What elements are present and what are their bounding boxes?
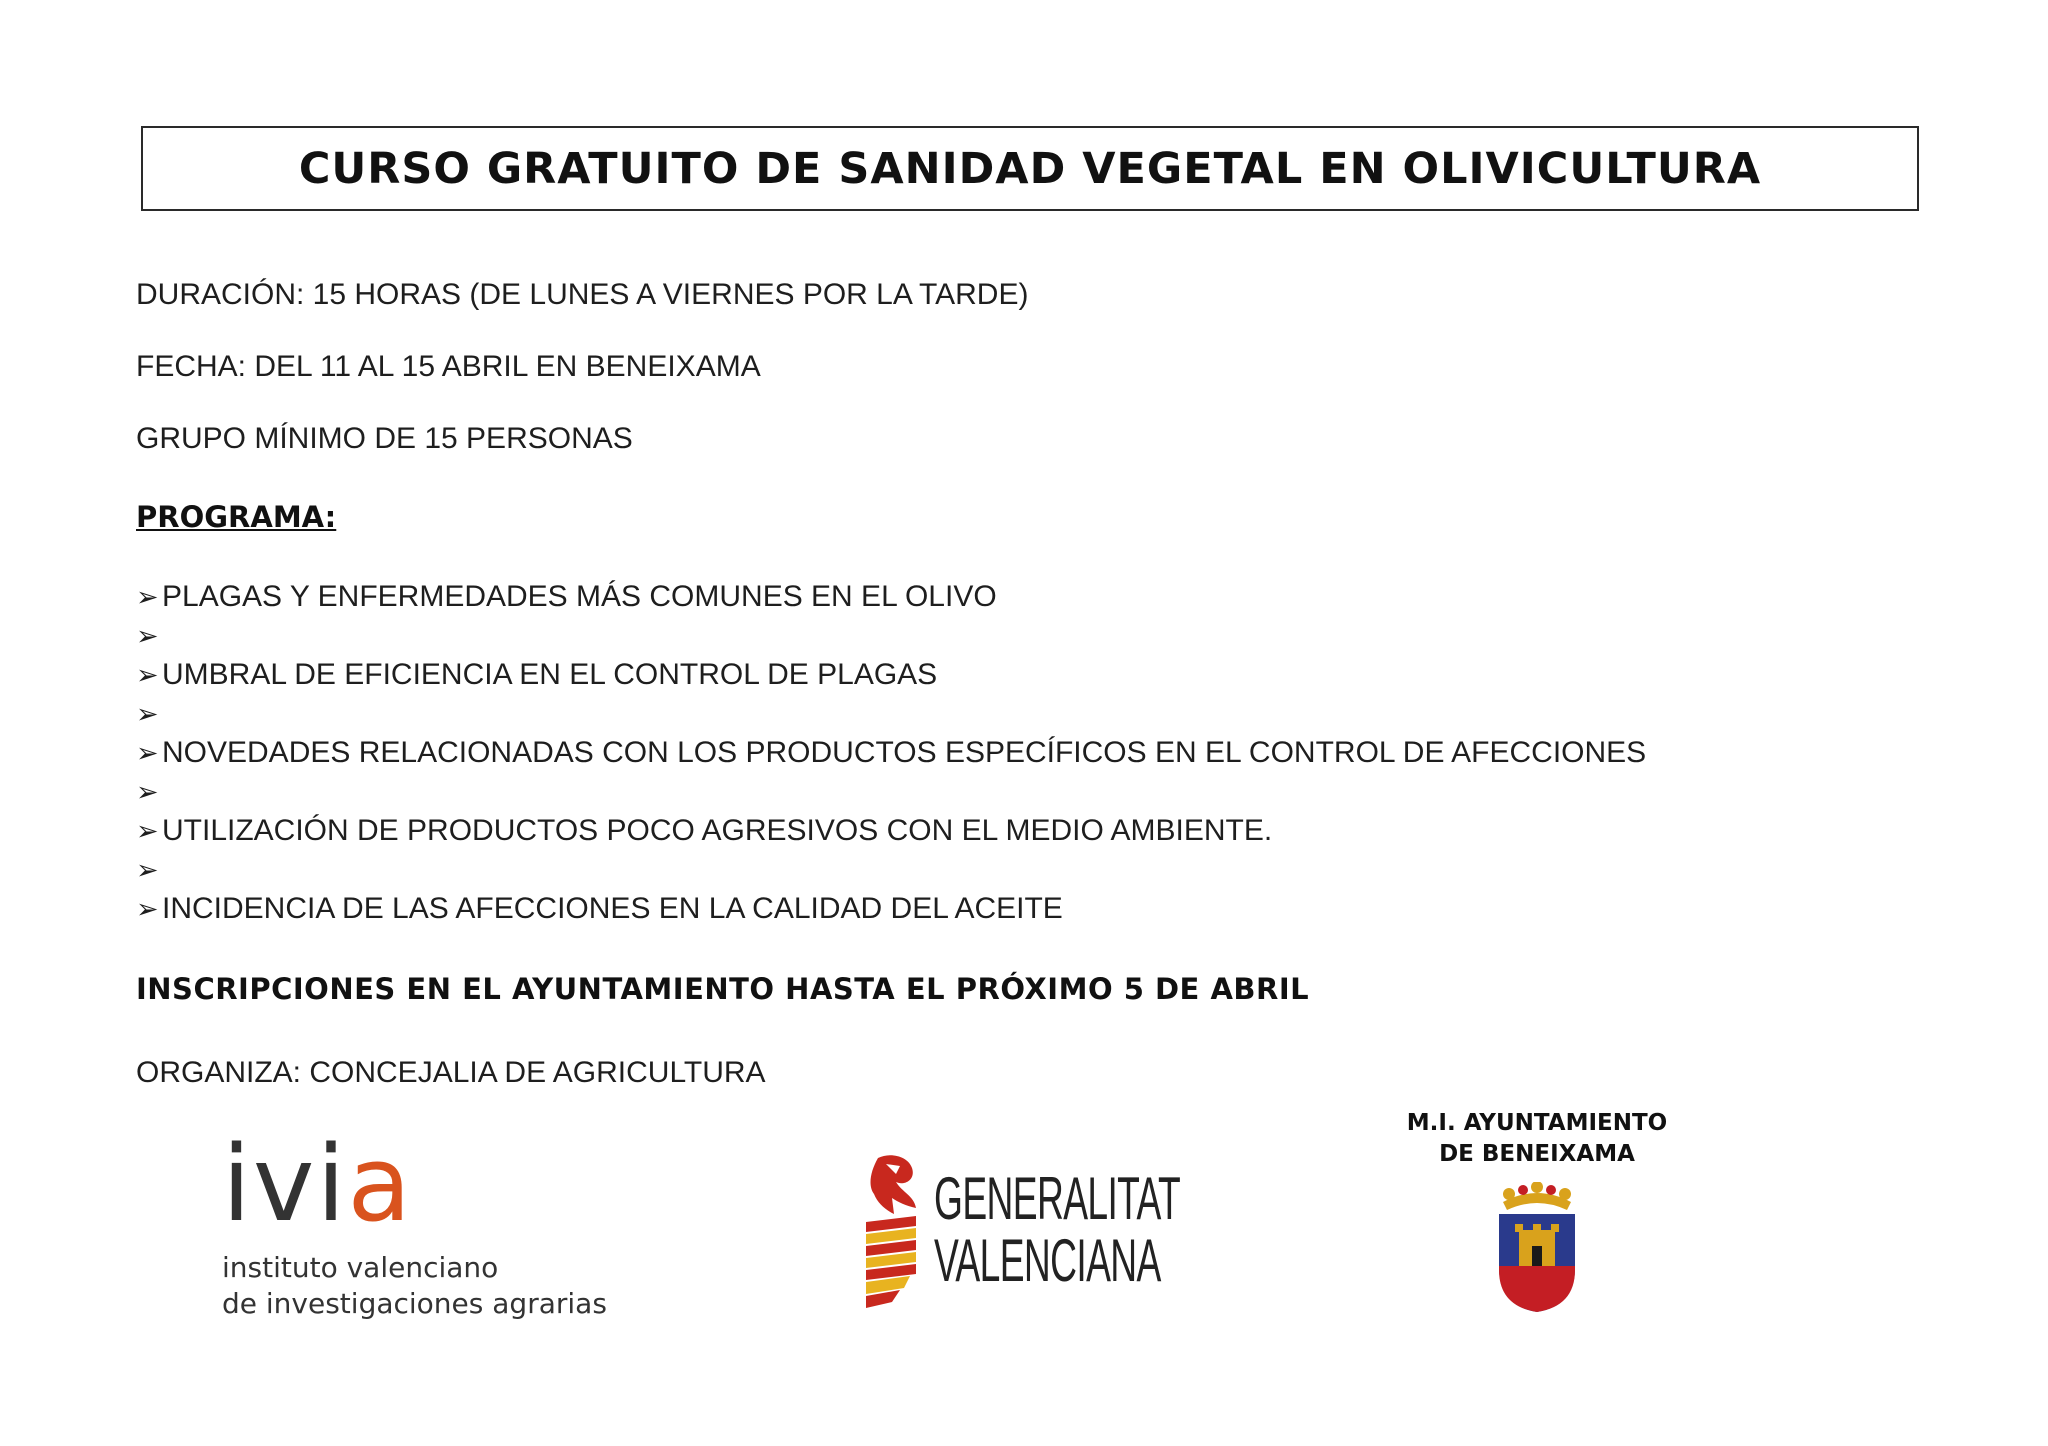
programa-item (136, 697, 162, 731)
arrow-bullet-icon: ➢ (136, 621, 159, 651)
fecha-line: FECHA: DEL 11 AL 15 ABRIL EN BENEIXAMA (136, 350, 761, 383)
generalitat-logo (856, 1152, 1331, 1308)
generalitat-wordmark: GENERALITAT VALENCIANA (934, 1165, 1181, 1294)
programa-item (136, 775, 162, 809)
programa-item (136, 853, 162, 887)
page-title: CURSO GRATUITO DE SANIDAD VEGETAL EN OLIVICULTURA (298, 143, 1762, 194)
arrow-bullet-icon: ➢ (136, 738, 159, 768)
castle-crest-icon (1489, 1182, 1585, 1314)
programa-item-text: NOVEDADES RELACIONADAS CON LOS PRODUCTOS ESPECÍFICOS EN EL CONTROL DE AFECCIONES (162, 736, 1647, 769)
inscripciones-line: INSCRIPCIONES EN EL AYUNTAMIENTO HASTA EL PRÓXIMO 5 DE ABRIL (136, 972, 1310, 1006)
arrow-bullet-icon: ➢ (136, 699, 159, 729)
ivia-subtitle-line-2: de investigaciones agrarias (222, 1287, 607, 1320)
arrow-bullet-icon: ➢ (136, 582, 159, 612)
title-box (141, 126, 1919, 211)
ayuntamiento-line-2: DE BENEIXAMA (1439, 1141, 1635, 1167)
arrow-bullet-icon: ➢ (136, 855, 159, 885)
arrow-bullet-icon: ➢ (136, 894, 159, 924)
programa-item-text: UMBRAL DE EFICIENCIA EN EL CONTROL DE PLAGAS (162, 658, 938, 691)
programa-item (136, 658, 937, 692)
arrow-bullet-icon: ➢ (136, 777, 159, 807)
programa-item-text: UTILIZACIÓN DE PRODUCTOS POCO AGRESIVOS CON EL MEDIO AMBIENTE. (162, 814, 1273, 847)
ivia-subtitle-line-1: instituto valenciano (222, 1251, 499, 1284)
arrow-bullet-icon: ➢ (136, 816, 159, 846)
programa-item (136, 736, 1646, 770)
grupo-line: GRUPO MÍNIMO DE 15 PERSONAS (136, 422, 633, 455)
programa-heading: PROGRAMA: (136, 500, 337, 534)
ivia-wordmark: ivia (222, 1123, 414, 1245)
arrow-bullet-icon: ➢ (136, 660, 159, 690)
programa-item-text: INCIDENCIA DE LAS AFECCIONES EN LA CALIDAD DEL ACEITE (162, 892, 1063, 925)
programa-item (136, 892, 1063, 926)
programa-item (136, 580, 997, 614)
programa-item (136, 619, 162, 653)
programa-item (136, 814, 1272, 848)
ayuntamiento-line-1: M.I. AYUNTAMIENTO (1406, 1110, 1668, 1136)
duracion-line: DURACIÓN: 15 HORAS (DE LUNES A VIERNES POR LA TARDE) (136, 278, 1029, 311)
programa-item-text: PLAGAS Y ENFERMEDADES MÁS COMUNES EN EL OLIVO (162, 580, 997, 613)
organiza-line: ORGANIZA: CONCEJALIA DE AGRICULTURA (136, 1056, 766, 1089)
griffin-flag-emblem-icon (856, 1152, 926, 1308)
ayuntamiento-logo (1402, 1108, 1672, 1314)
ivia-logo (222, 1123, 607, 1322)
